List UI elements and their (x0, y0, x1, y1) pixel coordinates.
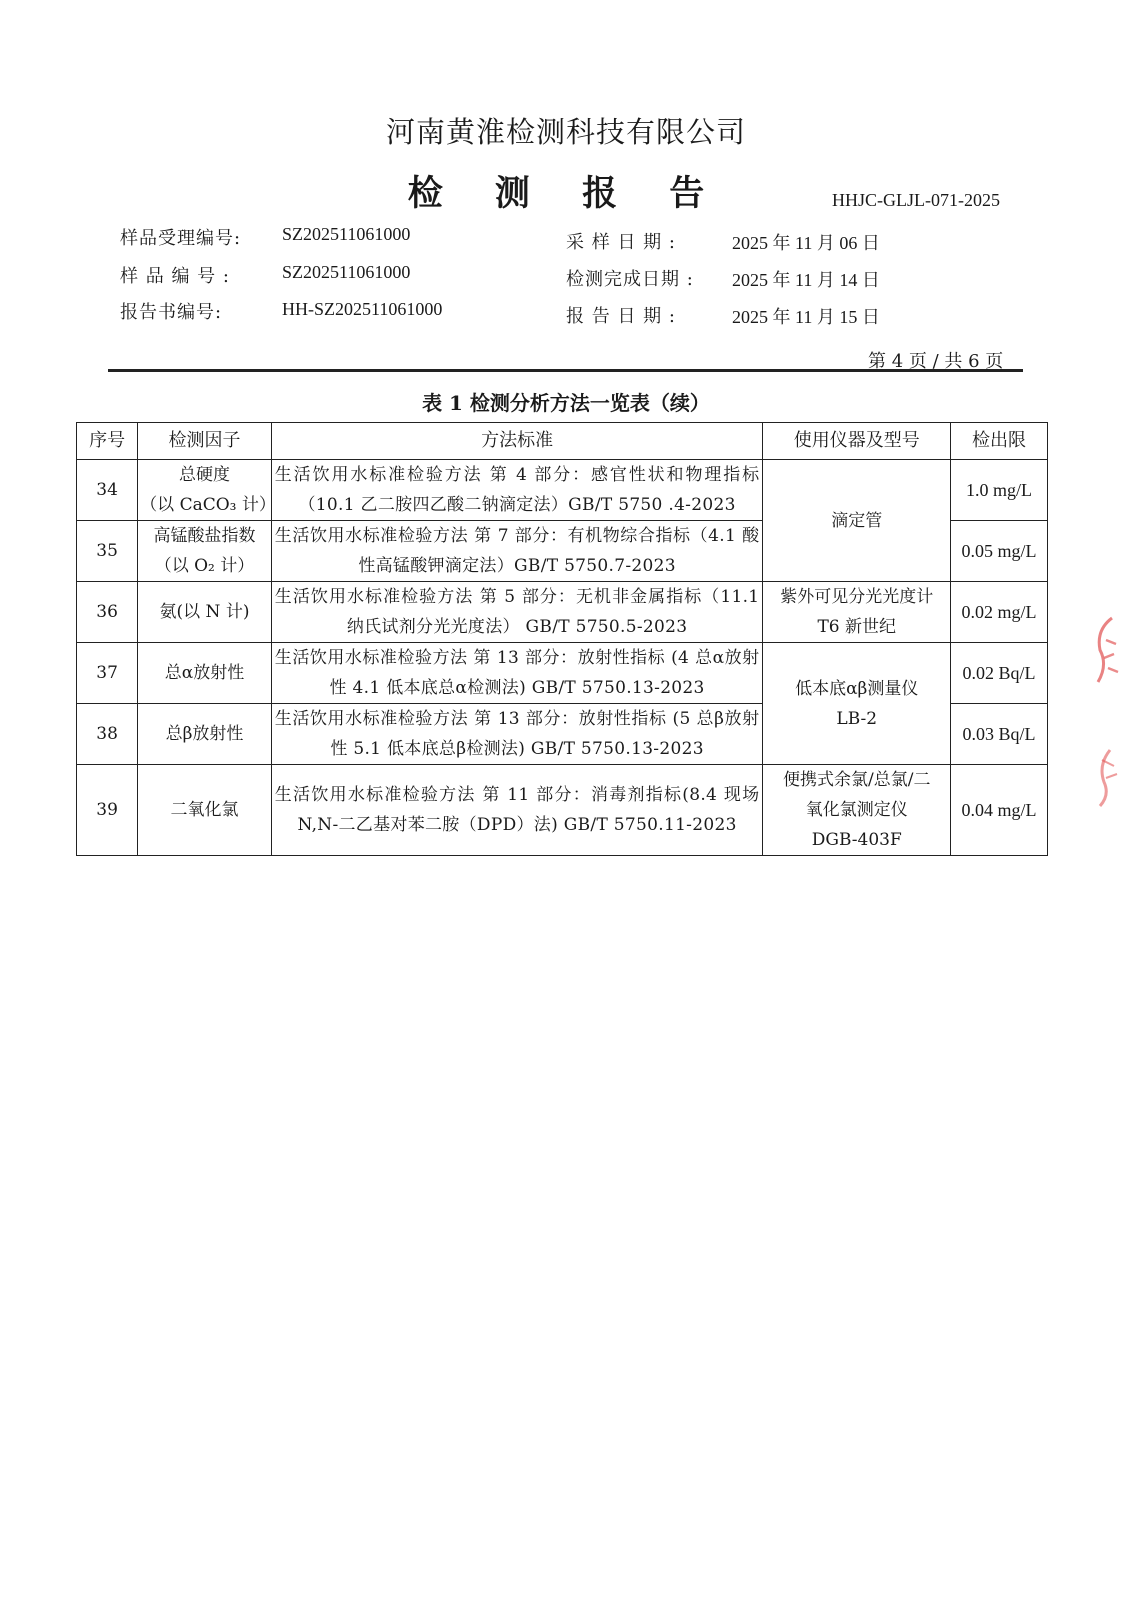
row-no: 37 (77, 643, 138, 704)
row-factor (138, 460, 276, 521)
header-instrument: 使用仪器及型号 (763, 423, 951, 460)
factor-line: 高锰酸盐指数 (153, 526, 256, 546)
row-limit: 0.04 mg/L (951, 765, 1048, 856)
row-method: 生活饮用水标准检验方法 第 5 部分：无机非金属指标（11.1 纳氏试剂分光光度法） GB/T 5750.5-2023 (271, 582, 763, 643)
factor-line: （以 CaCO₃ 计） (140, 495, 276, 515)
table-row (77, 460, 1048, 521)
row-no: 35 (77, 521, 138, 582)
factor-line: （以 O₂ 计） (154, 556, 255, 576)
header-method: 方法标准 (271, 423, 763, 460)
factor-line: 总硬度 (178, 465, 230, 485)
report-title: 检 测 报 告 (407, 173, 725, 214)
seal-stamp-fragment (1090, 610, 1120, 810)
row-no: 38 (77, 704, 138, 765)
row-method: 生活饮用水标准检验方法 第 13 部分：放射性指标 (5 总β放射性 5.1 低本底总β检测法) GB/T 5750.13-2023 (271, 704, 763, 765)
instrument-line: 便携式余氯/总氯/二 (783, 770, 931, 790)
company-name: 河南黄淮检测科技有限公司 (385, 115, 746, 149)
report-no: HH-SZ202511061000 (282, 299, 443, 319)
row-no: 34 (77, 460, 138, 521)
row-factor: 氨(以 N 计) (138, 582, 272, 643)
row-method: 生活饮用水标准检验方法 第 11 部分：消毒剂指标(8.4 现场 N,N-二乙基对苯二胺（DPD）法) GB/T 5750.11-2023 (271, 765, 763, 856)
row-factor: 总β放射性 (138, 704, 272, 765)
table-caption: 表 1 检测分析方法一览表（续） (422, 391, 710, 415)
header-no: 序号 (77, 423, 138, 460)
sample-accept-no-label: 样品受理编号: (120, 228, 242, 249)
row-instrument (763, 765, 951, 856)
instrument-line: LB-2 (836, 708, 878, 729)
row-method: 生活饮用水标准检验方法 第 13 部分：放射性指标 (4 总α放射性 4.1 低本底总α检测法) GB/T 5750.13-2023 (271, 643, 763, 704)
instrument-line: 低本底αβ测量仪 (795, 678, 919, 699)
document-code: HHJC-GLJL-071-2025 (832, 190, 1000, 210)
row-method: 生活饮用水标准检验方法 第 7 部分：有机物综合指标（4.1 酸性高锰酸钾滴定法）GB/T 5750.7-2023 (271, 521, 763, 582)
row-instrument-titration: 滴定管 (763, 460, 951, 582)
sampling-date-label: 采 样 日 期 : (566, 232, 676, 253)
row-limit: 0.02 mg/L (951, 582, 1048, 643)
instrument-line: DGB-403F (811, 830, 902, 850)
row-limit: 0.05 mg/L (951, 521, 1048, 582)
report-date: 2025 年 11 月 15 日 (732, 307, 880, 327)
row-no: 36 (77, 582, 138, 643)
sample-accept-no: SZ202511061000 (282, 224, 411, 244)
instrument-line: 紫外可见分光光度计 (780, 587, 934, 607)
table-header-row (77, 423, 1048, 460)
sample-no: SZ202511061000 (282, 262, 411, 282)
row-factor: 总α放射性 (138, 643, 272, 704)
instrument-line: T6 新世纪 (817, 617, 897, 637)
sampling-date: 2025 年 11 月 06 日 (732, 233, 880, 253)
completion-date-label: 检测完成日期 : (566, 269, 694, 290)
report-no-label: 报告书编号: (120, 302, 223, 323)
row-instrument (763, 582, 951, 643)
instrument-line: 氧化氯测定仪 (805, 800, 908, 820)
table-row (77, 582, 1048, 643)
table-row (77, 643, 1048, 704)
row-instrument-ab-counter (763, 643, 951, 765)
sample-no-label: 样 品 编 号 : (120, 266, 230, 287)
page-number: 第 4 页 / 共 6 页 (868, 351, 1004, 372)
report-date-label: 报 告 日 期 : (566, 306, 676, 327)
row-limit: 0.03 Bq/L (951, 704, 1048, 765)
header-factor: 检测因子 (138, 423, 272, 460)
header-limit: 检出限 (951, 423, 1048, 460)
methods-table (76, 422, 1048, 856)
row-factor (138, 521, 272, 582)
row-limit: 0.02 Bq/L (951, 643, 1048, 704)
completion-date: 2025 年 11 月 14 日 (732, 270, 880, 290)
row-limit: 1.0 mg/L (951, 460, 1048, 521)
header-divider (108, 369, 1023, 372)
table-row (77, 765, 1048, 856)
row-factor: 二氧化氯 (138, 765, 272, 856)
row-no: 39 (77, 765, 138, 856)
row-method: 生活饮用水标准检验方法 第 4 部分：感官性状和物理指标（10.1 乙二胺四乙酸二钠滴定法）GB/T 5750 .4-2023 (271, 460, 763, 521)
